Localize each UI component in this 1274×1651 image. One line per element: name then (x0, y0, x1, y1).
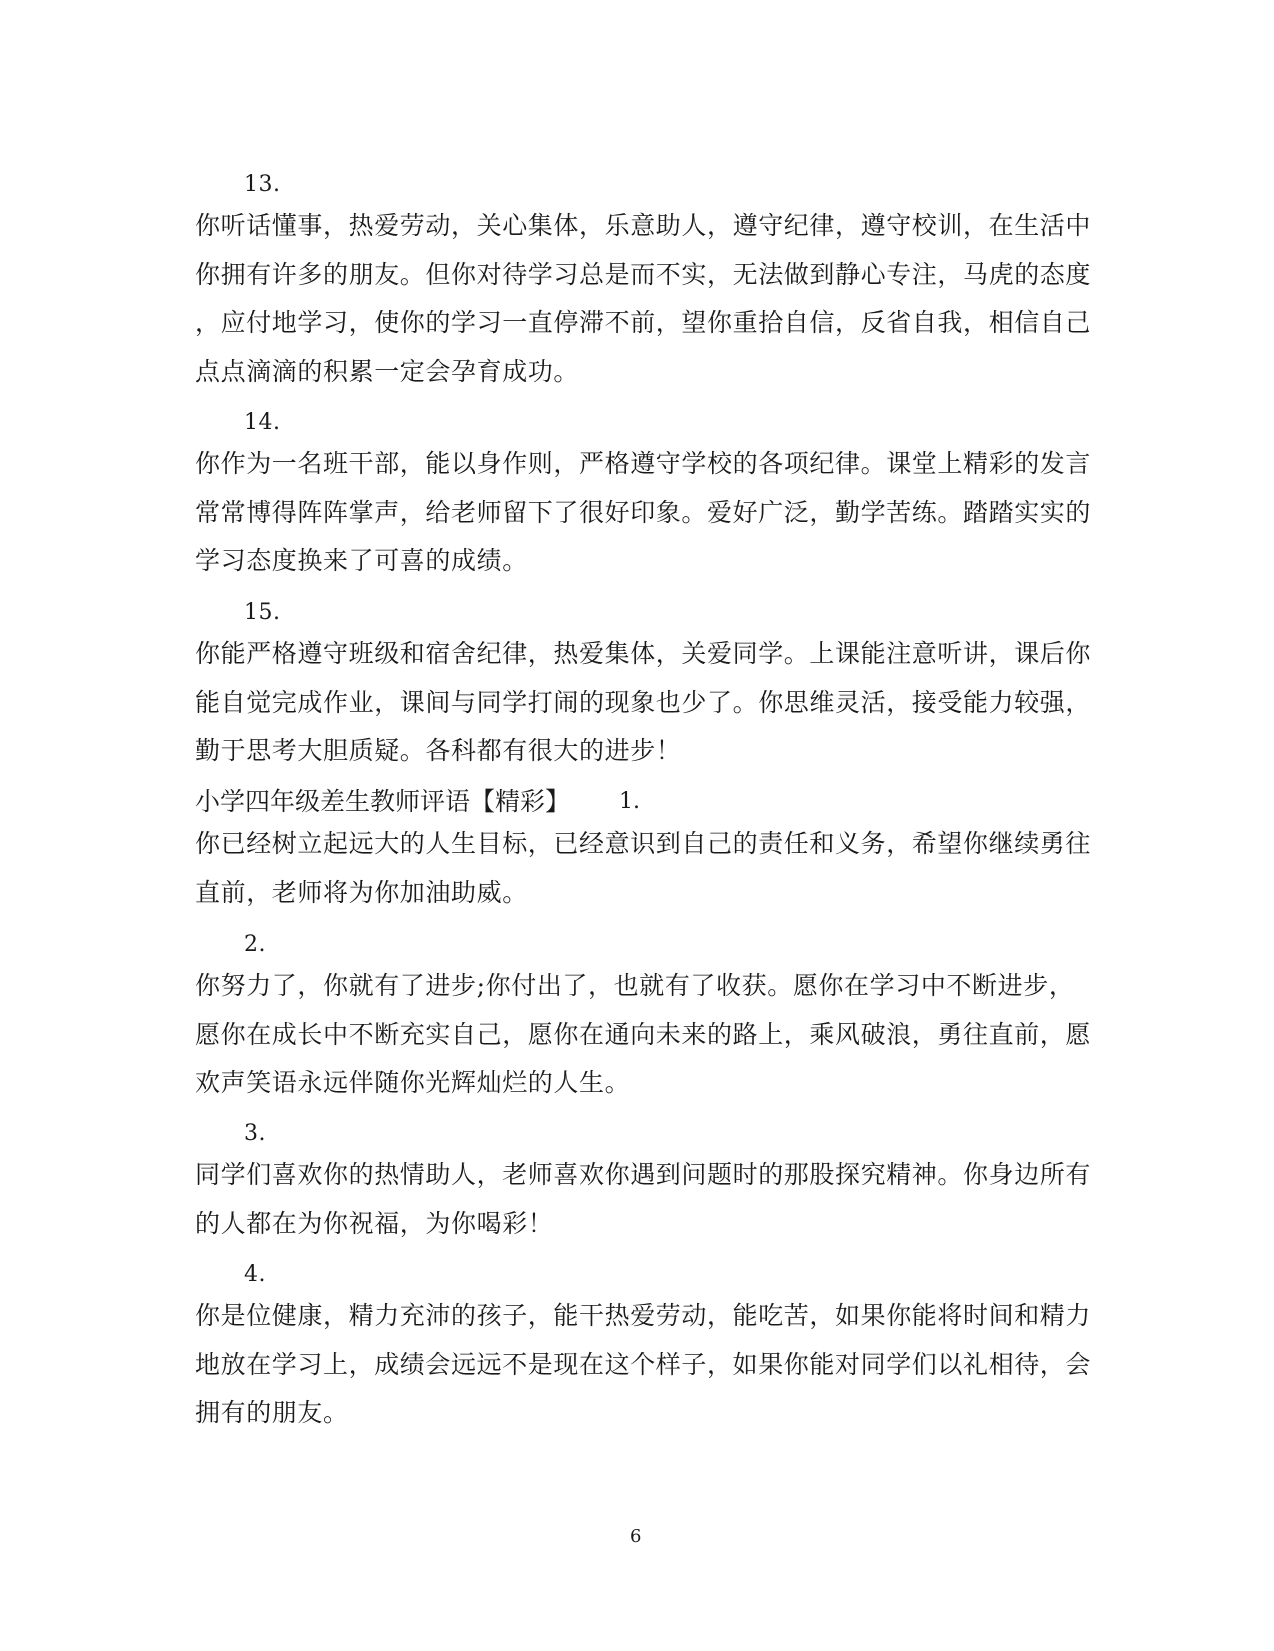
paragraph-line: 点点滴滴的积累一定会孕育成功。 (195, 356, 580, 386)
paragraph-line: 你听话懂事，热爱劳动，关心集体，乐意助人，遵守纪律，遵守校训，在生活中 (195, 211, 1092, 240)
paragraph-line: ，应付地学习，使你的学习一直停滞不前，望你重拾自信，反省自我，相信自己 (195, 308, 1092, 337)
item-number: 4. (244, 1262, 266, 1287)
section-heading: 小学四年级差生教师评语【精彩】 (195, 787, 571, 816)
paragraph-line: 你拥有许多的朋友。但你对待学习总是而不实，无法做到静心专注，马虎的态度 (195, 259, 1092, 289)
paragraph-line: 的人都在为你祝福，为你喝彩！ (195, 1208, 554, 1238)
paragraph-line: 欢声笑语永远伴随你光辉灿烂的人生。 (195, 1068, 631, 1097)
paragraph-line: 拥有的朋友。 (195, 1398, 349, 1427)
paragraph-line: 能自觉完成作业，课间与同学打闹的现象也少了。你思维灵活，接受能力较强， (195, 687, 1092, 717)
item-paragraph (195, 202, 1092, 396)
item-number: 14. (244, 410, 281, 435)
page-number: 6 (630, 1526, 642, 1547)
paragraph-line: 你是位健康，精力充沛的孩子，能干热爱劳动，能吃苦，如果你能将时间和精力 (195, 1301, 1092, 1330)
paragraph-line: 你作为一名班干部，能以身作则，严格遵守学校的各项纪律。课堂上精彩的发言 (195, 449, 1092, 478)
item-paragraph (195, 440, 1092, 586)
item-number: 13. (244, 172, 281, 197)
paragraph-line: 你努力了，你就有了进步;你付出了，也就有了收获。愿你在学习中不断进步， (195, 971, 1075, 1000)
paragraph-line: 直前，老师将为你加油助威。 (195, 877, 528, 907)
section-item-paragraph (195, 1151, 1092, 1248)
paragraph-line: 愿你在成长中不断充实自己，愿你在通向未来的路上，乘风破浪，勇往直前，愿 (195, 1019, 1092, 1049)
section-first-number: 1. (619, 789, 640, 814)
item-number: 15. (244, 600, 281, 625)
paragraph-line: 学习态度换来了可喜的成绩。 (195, 546, 528, 575)
section-item-paragraph (195, 962, 1092, 1108)
section-item-paragraph (195, 1292, 1092, 1438)
item-number: 3. (244, 1121, 266, 1146)
paragraph-line: 常常博得阵阵掌声，给老师留下了很好印象。爱好广泛，勤学苦练。踏踏实实的 (195, 497, 1092, 527)
item-number: 2. (244, 932, 266, 957)
item-paragraph (195, 630, 1092, 776)
paragraph-line: 同学们喜欢你的热情助人，老师喜欢你遇到问题时的那股探究精神。你身边所有 (195, 1160, 1092, 1189)
section-item-paragraph (195, 820, 1092, 917)
paragraph-line: 地放在学习上，成绩会远远不是现在这个样子，如果你能对同学们以礼相待，会 (195, 1349, 1092, 1379)
paragraph-line: 你已经树立起远大的人生目标，已经意识到自己的责任和义务，希望你继续勇往 (195, 829, 1092, 858)
paragraph-line: 勤于思考大胆质疑。各科都有很大的进步！ (195, 736, 682, 765)
paragraph-line: 你能严格遵守班级和宿舍纪律，热爱集体，关爱同学。上课能注意听讲，课后你 (195, 639, 1092, 668)
